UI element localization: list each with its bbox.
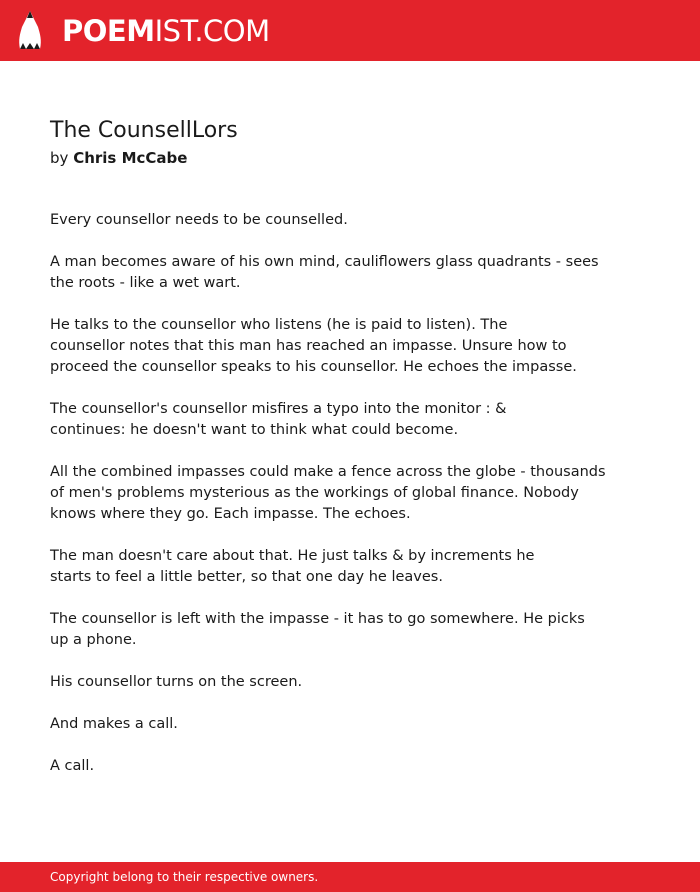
brand-bold-text: POEM <box>62 14 155 48</box>
by-label: by <box>50 149 69 167</box>
poem-line: His counsellor turns on the screen. <box>50 674 303 690</box>
site-logo-link[interactable] <box>62 13 270 49</box>
poem-line: A man becomes aware of his own mind, cauliflowers glass quadrants - sees <box>50 254 599 270</box>
poem-title: The CounsellLors <box>50 118 238 143</box>
poem-body <box>50 210 610 777</box>
poem-line: And makes a call. <box>50 716 178 732</box>
poem-line: continues: he doesn't want to think what could become. <box>50 422 459 438</box>
site-header <box>0 0 700 61</box>
stanza <box>50 315 610 378</box>
stanza <box>50 546 610 588</box>
stanza <box>50 672 610 693</box>
poem-line: Every counsellor needs to be counselled. <box>50 212 348 228</box>
poem-line: of men's problems mysterious as the workings of global finance. Nobody <box>50 485 579 501</box>
pencil-nib-icon[interactable] <box>18 10 42 51</box>
stanza <box>50 252 610 294</box>
site-footer <box>0 862 700 892</box>
poem-line: counsellor notes that this man has reached an impasse. Unsure how to <box>50 338 567 354</box>
author-link[interactable]: Chris McCabe <box>73 149 188 167</box>
poem-line: The man doesn't care about that. He just talks & by increments he <box>50 548 535 564</box>
poem-line: proceed the counsellor speaks to his counsellor. He echoes the impasse. <box>50 359 577 375</box>
stanza <box>50 210 610 231</box>
poem-line: The counsellor's counsellor misfires a typo into the monitor : & <box>50 401 507 417</box>
poem-line: starts to feel a little better, so that one day he leaves. <box>50 569 443 585</box>
poem-line: The counsellor is left with the impasse - it has to go somewhere. He picks <box>50 611 585 627</box>
copyright-text: Copyright belong to their respective owners. <box>50 870 319 884</box>
stanza <box>50 399 610 441</box>
poem-line: All the combined impasses could make a fence across the globe - thousands <box>50 464 606 480</box>
stanza <box>50 609 610 651</box>
stanza <box>50 462 610 525</box>
poem-line: knows where they go. Each impasse. The echoes. <box>50 506 411 522</box>
poem-content <box>50 117 610 798</box>
poem-line: A call. <box>50 758 95 774</box>
stanza <box>50 714 610 735</box>
brand-light-text: IST.COM <box>154 14 270 48</box>
poem-line: He talks to the counsellor who listens (he is paid to listen). The <box>50 317 508 333</box>
byline <box>50 147 610 169</box>
poem-line: the roots - like a wet wart. <box>50 275 241 291</box>
poem-line: up a phone. <box>50 632 137 648</box>
stanza <box>50 756 610 777</box>
